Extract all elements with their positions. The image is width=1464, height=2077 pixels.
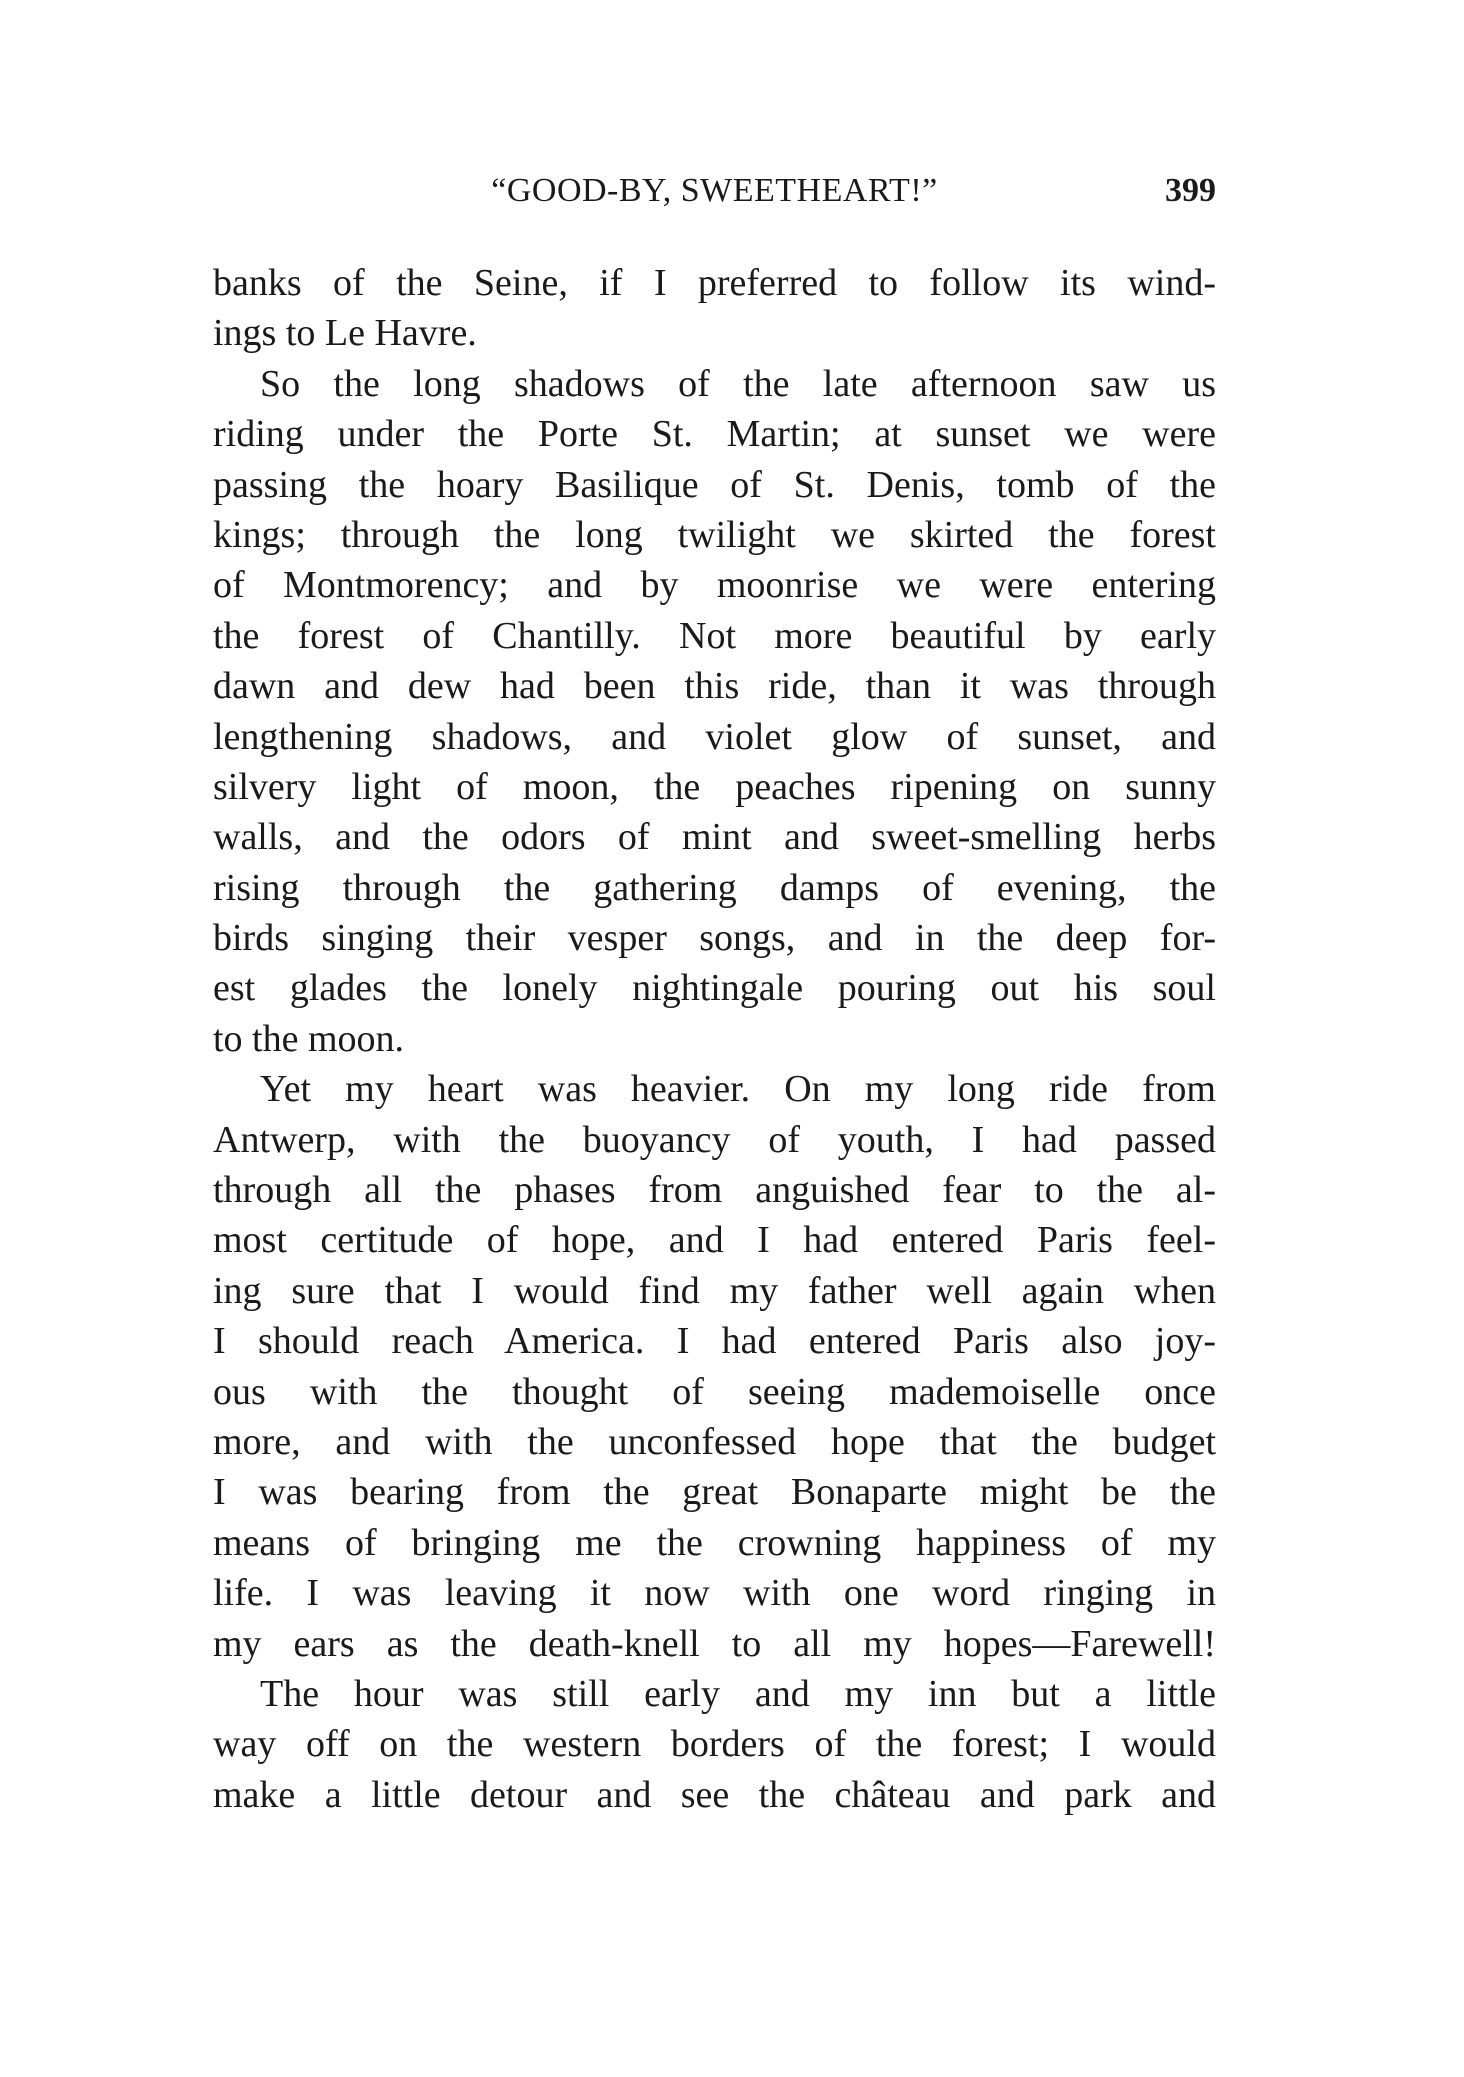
text-line: make a little detour and see the château and park and <box>213 1773 1216 1816</box>
running-header <box>213 172 1216 222</box>
text-line: I should reach America. I had entered Paris also joy- <box>213 1320 1216 1363</box>
text-line: way off on the western borders of the forest; I would <box>213 1723 1216 1766</box>
text-line: ing sure that I would find my father well again when <box>213 1269 1216 1312</box>
text-line: ings to Le Havre. <box>213 312 477 355</box>
text-line: I was bearing from the great Bonaparte might be the <box>213 1471 1216 1514</box>
text-line: dawn and dew had been this ride, than it was through <box>213 665 1216 708</box>
text-line: rising through the gathering damps of evening, the <box>213 866 1216 909</box>
text-line: Antwerp, with the buoyancy of youth, I had passed <box>213 1118 1216 1161</box>
text-line: walls, and the odors of mint and sweet-smelling herbs <box>213 816 1216 859</box>
text-line: est glades the lonely nightingale pouring out his soul <box>213 967 1216 1010</box>
text-line: Yet my heart was heavier. On my long ride from <box>260 1068 1216 1111</box>
text-line: life. I was leaving it now with one word ringing in <box>213 1572 1216 1615</box>
text-line: more, and with the unconfessed hope that the budget <box>213 1420 1216 1463</box>
page-body-text <box>213 258 1216 1820</box>
text-line: So the long shadows of the late afternoon saw us <box>260 362 1216 405</box>
text-line: riding under the Porte St. Martin; at sunset we were <box>213 413 1216 456</box>
text-line: the forest of Chantilly. Not more beautiful by early <box>213 614 1216 657</box>
text-line: ous with the thought of seeing mademoiselle once <box>213 1370 1216 1413</box>
text-line: means of bringing me the crowning happiness of my <box>213 1521 1216 1564</box>
text-line: banks of the Seine, if I preferred to follow its wind- <box>213 262 1216 304</box>
text-line: through all the phases from anguished fear to the al- <box>213 1169 1216 1212</box>
text-line: passing the hoary Basilique of St. Denis, tomb of the <box>213 463 1216 506</box>
text-line: to the moon. <box>213 1017 405 1060</box>
text-line: most certitude of hope, and I had entered Paris feel- <box>213 1219 1216 1262</box>
text-line: my ears as the death-knell to all my hopes—Farewell! <box>213 1622 1216 1665</box>
text-line: silvery light of moon, the peaches ripening on sunny <box>213 765 1216 808</box>
text-line: kings; through the long twilight we skirted the forest <box>213 513 1216 556</box>
text-line: of Montmorency; and by moonrise we were entering <box>213 564 1216 607</box>
text-line: The hour was still early and my inn but a little <box>260 1672 1216 1715</box>
running-title: “GOOD-BY, SWEETHEART!” <box>491 172 938 209</box>
page-number: 399 <box>1165 172 1216 209</box>
text-line: lengthening shadows, and violet glow of sunset, and <box>213 715 1216 758</box>
text-line: birds singing their vesper songs, and in the deep for- <box>213 917 1216 960</box>
